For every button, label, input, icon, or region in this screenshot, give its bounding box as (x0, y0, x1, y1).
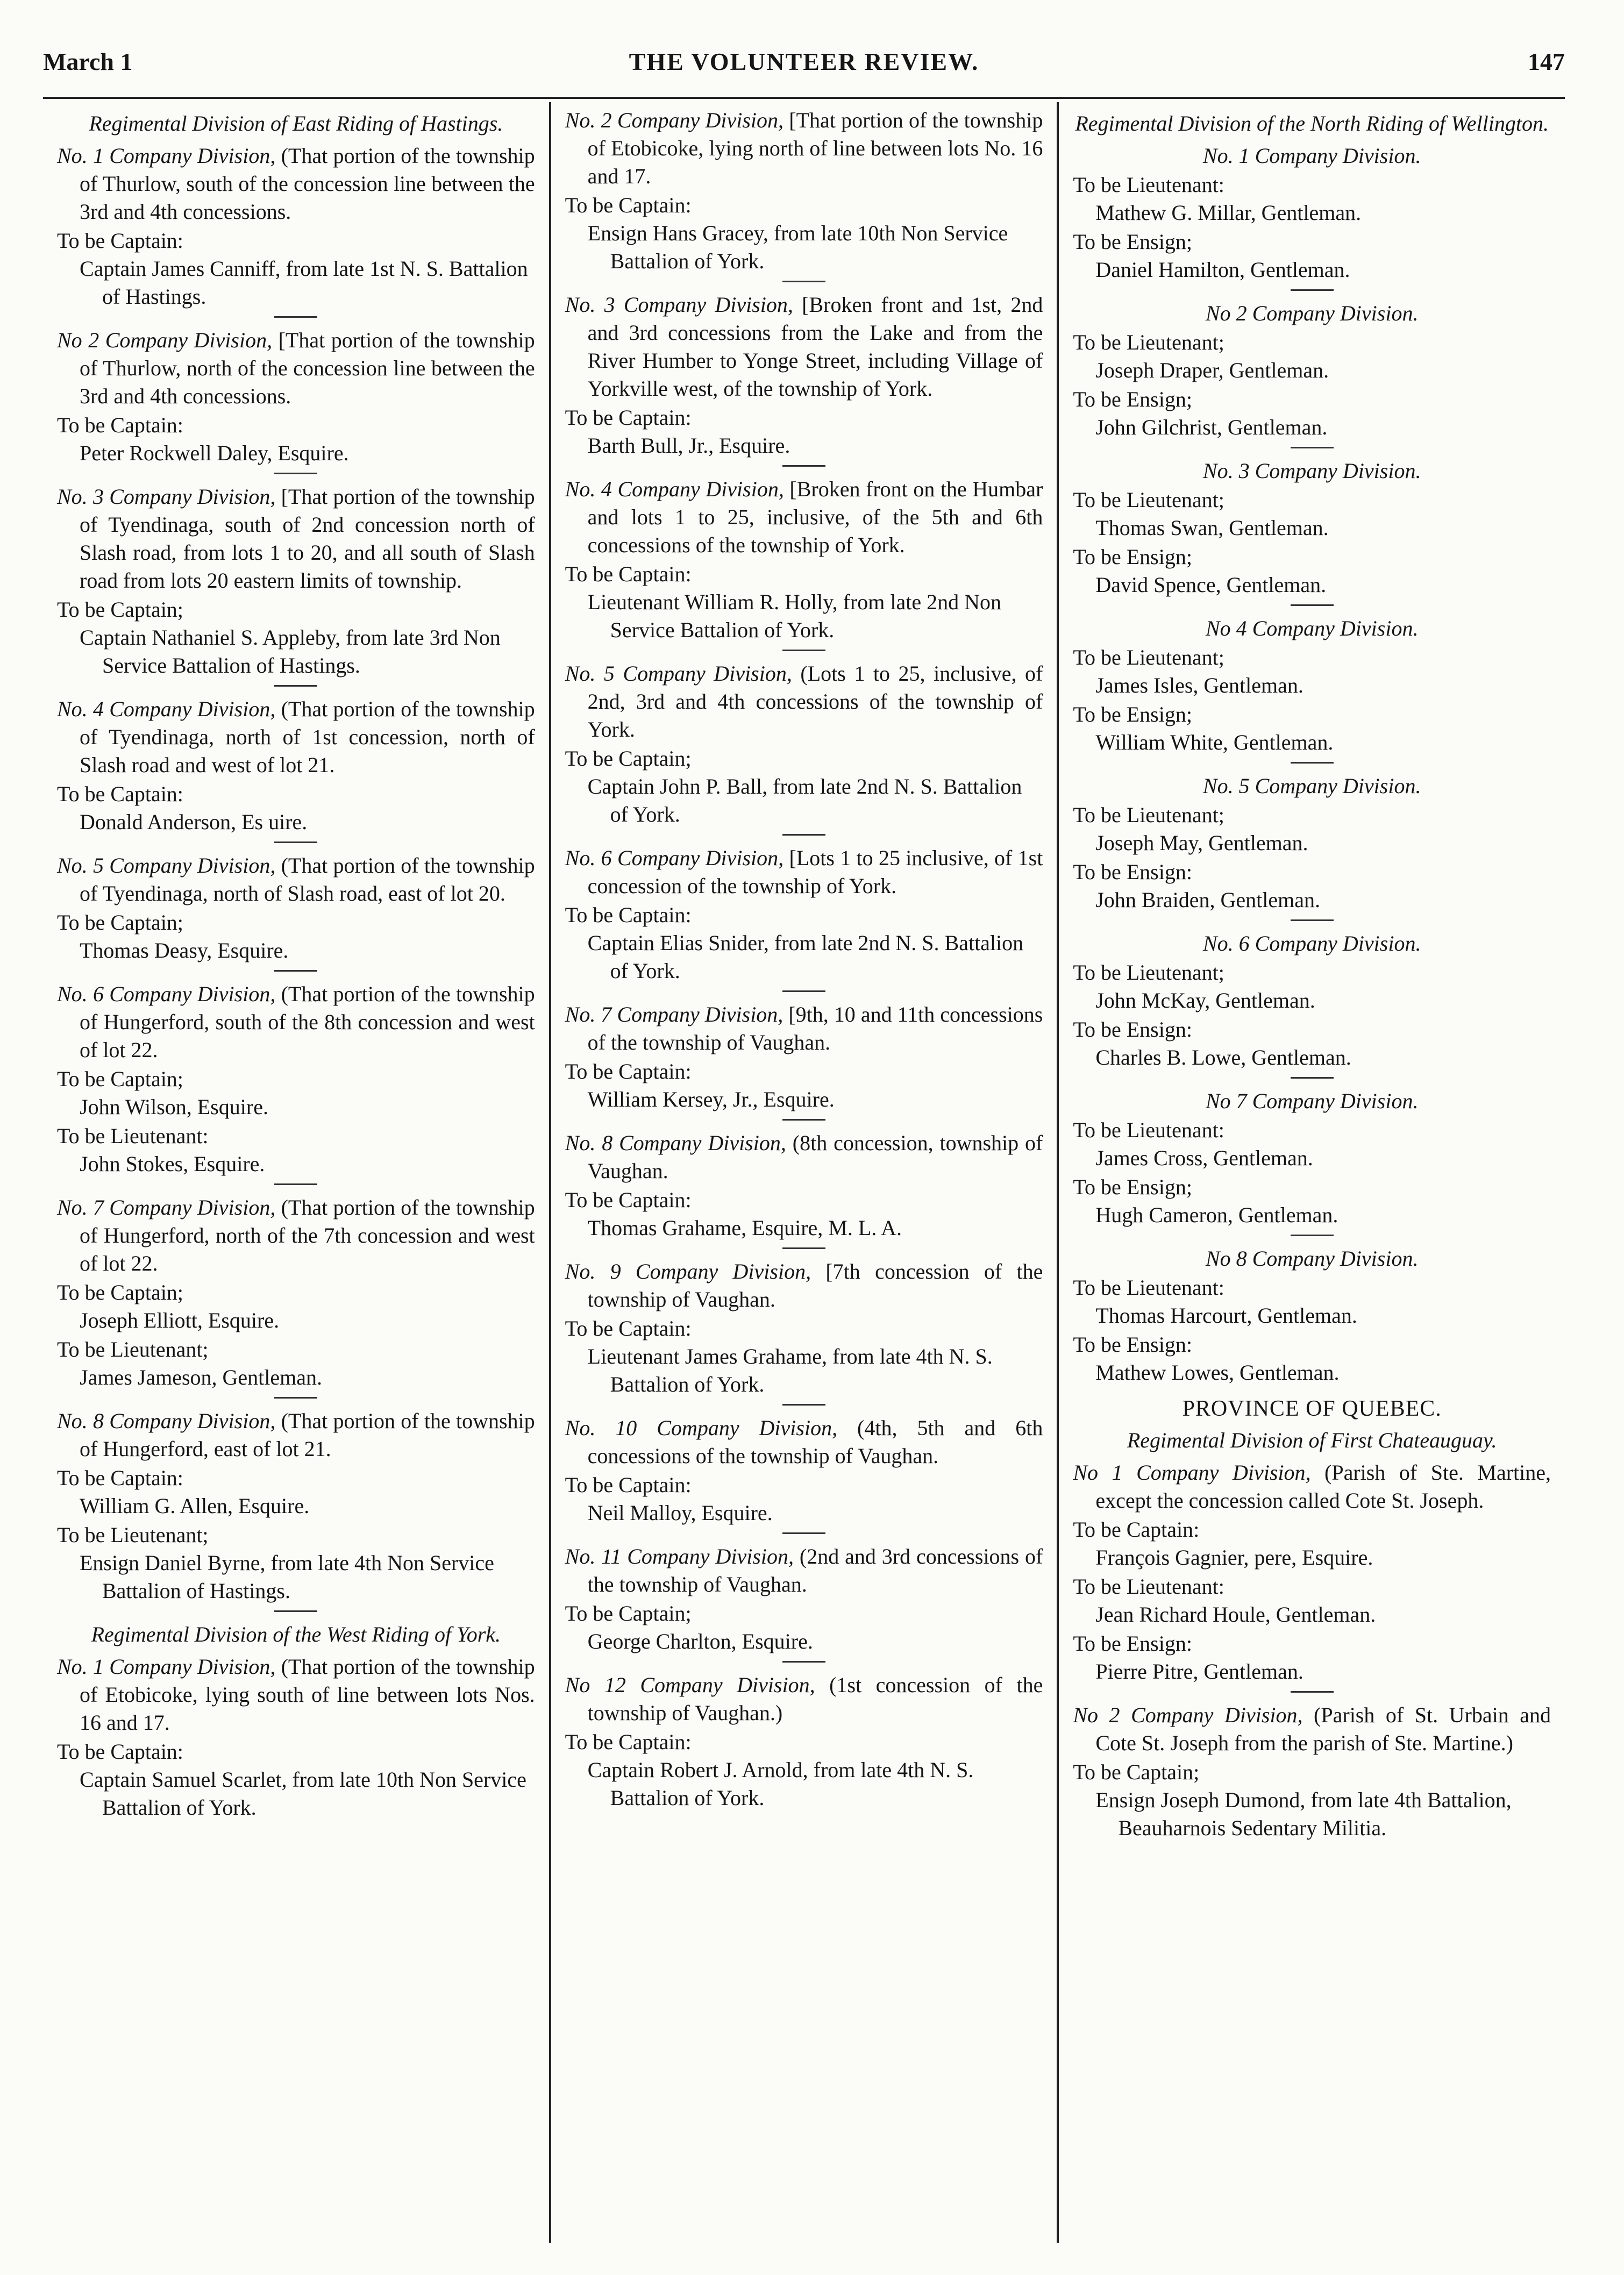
appointment-role: To be Ensign; (1073, 387, 1192, 411)
appointee: James Cross, Gentleman. (1095, 1146, 1313, 1170)
separator-rule (1291, 1691, 1334, 1693)
separator-rule (782, 1404, 825, 1406)
company-division (1073, 1701, 1551, 1757)
division-description: (That portion of the township of Tyendinaga, north of 1st concession, north of Slash road and west of lot 21. (80, 697, 535, 777)
appointment-role: To be Lieutenant: (1073, 173, 1224, 197)
separator-rule (782, 1532, 825, 1534)
appointee: Thomas Deasy, Esquire. (80, 938, 289, 962)
division-label: No. 4 Company Division, (57, 697, 276, 721)
appointment-role: To be Ensign: (1073, 1631, 1192, 1656)
appointment-role: To be Captain: (565, 1059, 692, 1083)
running-head (43, 47, 1565, 90)
company-division (57, 1194, 535, 1278)
issue-date: March 1 (43, 48, 133, 75)
division-label: No 2 Company Division, (1073, 1703, 1303, 1727)
separator-rule (274, 1397, 317, 1399)
column-1 (43, 102, 549, 2243)
company-division (565, 1129, 1043, 1185)
separator-rule (274, 316, 317, 318)
company-division (565, 844, 1043, 900)
appointment-role: To be Lieutenant; (1073, 960, 1224, 985)
appointment-role: To be Captain: (565, 562, 692, 586)
appointment-role: To be Captain: (565, 1730, 692, 1754)
appointee: Ensign Hans Gracey, from late 10th Non Service Battalion of York. (587, 221, 1008, 273)
separator-rule (1291, 1077, 1334, 1079)
appointee: James Isles, Gentleman. (1095, 673, 1304, 697)
separator-rule (274, 1610, 317, 1612)
company-division (57, 695, 535, 779)
company-division-heading: No. 3 Company Division. (1202, 459, 1421, 483)
division-label: No. 6 Company Division, (565, 846, 784, 870)
appointment-role: To be Ensign: (1073, 860, 1192, 884)
separator-rule (274, 1183, 317, 1185)
appointment-role: To be Lieutenant; (57, 1337, 209, 1361)
company-division (1073, 1459, 1551, 1515)
appointee: Thomas Harcourt, Gentleman. (1095, 1303, 1357, 1328)
appointee: Thomas Swan, Gentleman. (1095, 516, 1329, 540)
separator-rule (1291, 919, 1334, 921)
division-description: (Lots 1 to 25, inclusive, of 2nd, 3rd and 4th concessions of the township of York. (587, 661, 1043, 741)
company-division (565, 1543, 1043, 1599)
division-label: No. 7 Company Division, (57, 1195, 276, 1219)
company-division-heading: No 2 Company Division. (1205, 301, 1419, 325)
appointment-role: To be Captain; (57, 597, 183, 622)
company-division-heading: No 8 Company Division. (1205, 1246, 1419, 1271)
publication-title: THE VOLUNTEER REVIEW. (629, 48, 979, 75)
appointee: Captain John P. Ball, from late 2nd N. S. Battalion of York. (587, 774, 1022, 826)
separator-rule (274, 970, 317, 972)
appointee: Joseph May, Gentleman. (1095, 831, 1308, 855)
text-columns (43, 102, 1565, 2243)
division-description: (Parish of Ste. Martine, except the concession called Cote St. Joseph. (1095, 1460, 1551, 1513)
appointee: Lieutenant William R. Holly, from late 2nd Non Service Battalion of York. (587, 590, 1002, 642)
appointee: Pierre Pitre, Gentleman. (1095, 1659, 1304, 1684)
header-rule (43, 97, 1565, 99)
company-division (565, 291, 1043, 403)
appointment-role: To be Lieutenant; (1073, 803, 1224, 827)
appointee: Barth Bull, Jr., Esquire. (587, 433, 790, 458)
company-division (57, 852, 535, 908)
division-description: [9th, 10 and 11th concessions of the township of Vaughan. (587, 1002, 1043, 1054)
appointment-role: To be Lieutenant; (1073, 645, 1224, 669)
appointee: Charles B. Lowe, Gentleman. (1095, 1045, 1351, 1069)
separator-rule (782, 281, 825, 282)
separator-rule (782, 1247, 825, 1249)
separator-rule (782, 990, 825, 992)
division-description: (Parish of St. Urbain and Cote St. Joseph from the parish of Ste. Martine.) (1095, 1703, 1551, 1755)
division-label: No 2 Company Division, (57, 328, 273, 352)
appointee: Joseph Draper, Gentleman. (1095, 358, 1329, 382)
appointment-role: To be Captain: (565, 405, 692, 430)
appointee: John Gilchrist, Gentleman. (1095, 415, 1328, 439)
appointment-role: To be Captain: (565, 1188, 692, 1212)
division-description: [Lots 1 to 25 inclusive, of 1st concession of the township of York. (587, 846, 1043, 898)
appointee: Captain James Canniff, from late 1st N. S. Battalion of Hastings. (80, 256, 528, 309)
regimental-division-heading: Regimental Division of the North Riding of Wellington. (1075, 111, 1549, 135)
appointment-role: To be Captain; (1073, 1760, 1200, 1784)
division-label: No. 11 Company Division, (565, 1544, 794, 1568)
division-description: (That portion of the township of Hungerford, south of the 8th concession and west of lot 22. (80, 982, 535, 1062)
appointee: William Kersey, Jr., Esquire. (587, 1087, 835, 1111)
company-division (565, 1258, 1043, 1314)
division-label: No. 9 Company Division, (565, 1259, 811, 1283)
appointment-role: To be Lieutenant; (1073, 330, 1224, 354)
division-label: No. 2 Company Division, (565, 108, 783, 132)
regimental-division-heading: Regimental Division of First Chateauguay. (1127, 1428, 1497, 1452)
company-division (565, 1414, 1043, 1470)
appointee: Captain Nathaniel S. Appleby, from late 3rd Non Service Battalion of Hastings. (80, 625, 501, 677)
appointment-role: To be Captain: (565, 1316, 692, 1340)
company-division (565, 660, 1043, 744)
division-label: No. 6 Company Division, (57, 982, 276, 1006)
appointee: William G. Allen, Esquire. (80, 1494, 310, 1518)
appointment-role: To be Captain; (57, 910, 183, 935)
separator-rule (1291, 762, 1334, 764)
division-description: (1st concession of the township of Vaughan.) (587, 1673, 1043, 1725)
appointment-role: To be Lieutenant; (57, 1523, 209, 1547)
division-label: No. 5 Company Division, (565, 661, 792, 686)
appointment-role: To be Lieutenant; (1073, 488, 1224, 512)
division-label: No 1 Company Division, (1073, 1460, 1311, 1485)
separator-rule (1291, 289, 1334, 291)
division-description: (That portion of the township of Hungerford, east of lot 21. (80, 1409, 535, 1461)
company-division (565, 1671, 1043, 1727)
division-description: (That portion of the township of Thurlow, south of the concession line between the 3rd and 4th concessions. (80, 144, 535, 224)
division-label: No. 1 Company Division, (57, 1654, 276, 1679)
separator-rule (782, 834, 825, 836)
division-label: No. 7 Company Division, (565, 1002, 783, 1026)
appointment-role: To be Ensign; (1073, 545, 1192, 569)
separator-rule (1291, 1235, 1334, 1236)
company-division (57, 326, 535, 410)
appointment-role: To be Captain: (57, 229, 183, 253)
appointee: Captain Robert J. Arnold, from late 4th N. S. Battalion of York. (587, 1758, 974, 1810)
appointment-role: To be Captain; (57, 1280, 183, 1304)
company-division-heading: No 4 Company Division. (1205, 616, 1419, 640)
appointee: Ensign Joseph Dumond, from late 4th Battalion, Beauharnois Sedentary Militia. (1095, 1788, 1512, 1840)
appointee: Donald Anderson, Es uire. (80, 810, 308, 834)
division-label: No 12 Company Division, (565, 1673, 815, 1697)
company-division (57, 1407, 535, 1463)
separator-rule (1291, 447, 1334, 448)
appointee: John McKay, Gentleman. (1095, 988, 1315, 1012)
division-description: (That portion of the township of Tyendinaga, north of Slash road, east of lot 20. (80, 853, 535, 905)
appointment-role: To be Captain; (565, 1601, 692, 1625)
appointee: John Stokes, Esquire. (80, 1152, 265, 1176)
separator-rule (782, 650, 825, 651)
appointment-role: To be Captain: (57, 1466, 183, 1490)
division-label: No. 5 Company Division, (57, 853, 276, 878)
division-description: [That portion of the township of Etobicoke, lying north of line between lots No. 16 and 17. (587, 108, 1043, 188)
division-label: No. 8 Company Division, (565, 1131, 786, 1155)
page-number: 147 (1528, 48, 1565, 75)
division-description: (8th concession, township of Vaughan. (587, 1131, 1043, 1183)
company-division (57, 483, 535, 595)
appointment-role: To be Ensign: (1073, 1017, 1192, 1042)
division-description: (2nd and 3rd concessions of the township of Vaughan. (587, 1544, 1043, 1596)
appointment-role: To be Ensign: (1073, 1332, 1192, 1357)
division-label: No. 4 Company Division, (565, 477, 784, 501)
separator-rule (274, 841, 317, 843)
appointment-role: To be Captain: (565, 1473, 692, 1497)
appointee: Captain Samuel Scarlet, from late 10th Non Service Battalion of York. (80, 1767, 526, 1820)
appointee: Daniel Hamilton, Gentleman. (1095, 258, 1350, 282)
appointee: Ensign Daniel Byrne, from late 4th Non Service Battalion of Hastings. (80, 1551, 494, 1603)
separator-rule (274, 473, 317, 474)
column-3 (1057, 102, 1565, 2243)
appointee: Mathew G. Millar, Gentleman. (1095, 201, 1362, 225)
appointee: John Wilson, Esquire. (80, 1095, 268, 1119)
appointee: Joseph Elliott, Esquire. (80, 1308, 280, 1332)
regimental-division-heading: Regimental Division of East Riding of Hastings. (89, 111, 503, 135)
company-division-heading: No. 5 Company Division. (1202, 774, 1421, 798)
appointment-role: To be Captain: (57, 1739, 183, 1764)
regimental-division-heading: Regimental Division of the West Riding of York. (91, 1622, 501, 1646)
division-label: No. 3 Company Division, (57, 484, 276, 509)
appointment-role: To be Captain: (565, 903, 692, 927)
division-description: (That portion of the township of Hungerford, north of the 7th concession and west of lot 22. (80, 1195, 535, 1275)
division-description: [That portion of the township of Thurlow, north of the concession line between the 3rd and 4th concessions. (80, 328, 535, 408)
separator-rule (1291, 604, 1334, 606)
division-description: [7th concession of the township of Vaughan. (587, 1259, 1043, 1311)
division-description: [That portion of the township of Tyendinaga, south of 2nd concession north of Slash road, from lots 1 to 20, and all south of Slash road from lots 20 eastern limits of township. (80, 484, 535, 593)
appointment-role: To be Captain; (565, 746, 692, 771)
division-label: No. 1 Company Division, (57, 144, 276, 168)
separator-rule (782, 1119, 825, 1121)
appointment-role: To be Captain: (57, 782, 183, 806)
appointee: Captain Elias Snider, from late 2nd N. S. Battalion of York. (587, 931, 1024, 983)
division-description: [Broken front and 1st, 2nd and 3rd concessions from the Lake and from the River Humber to Yonge Street, including Village of Yorkville west, of the township of York. (587, 293, 1043, 401)
appointment-role: To be Captain: (565, 193, 692, 217)
appointee: Hugh Cameron, Gentleman. (1095, 1203, 1338, 1227)
separator-rule (782, 465, 825, 467)
separator-rule (274, 685, 317, 687)
column-2 (549, 102, 1057, 2243)
appointee: Neil Malloy, Esquire. (587, 1501, 773, 1525)
appointee: Lieutenant James Grahame, from late 4th N. S. Battalion of York. (587, 1344, 993, 1396)
company-division-heading: No. 1 Company Division. (1202, 144, 1421, 168)
appointment-role: To be Ensign; (1073, 1175, 1192, 1199)
division-label: No. 3 Company Division, (565, 293, 793, 317)
appointee: Peter Rockwell Daley, Esquire. (80, 441, 349, 465)
appointee: François Gagnier, pere, Esquire. (1095, 1545, 1373, 1570)
appointee: David Spence, Gentleman. (1095, 573, 1327, 597)
company-division (565, 106, 1043, 190)
appointee: Mathew Lowes, Gentleman. (1095, 1360, 1340, 1385)
company-division (57, 142, 535, 226)
appointment-role: To be Lieutenant: (1073, 1118, 1224, 1142)
division-description: (4th, 5th and 6th concessions of the township of Vaughan. (587, 1416, 1043, 1468)
appointee: John Braiden, Gentleman. (1095, 888, 1321, 912)
company-division-heading: No. 6 Company Division. (1202, 931, 1421, 955)
appointee: William White, Gentleman. (1095, 730, 1334, 754)
appointment-role: To be Lieutenant: (57, 1124, 209, 1148)
company-division (565, 475, 1043, 559)
appointee: James Jameson, Gentleman. (80, 1365, 322, 1389)
division-description: [Broken front on the Humbar and lots 1 to 25, inclusive, of the 5th and 6th concessions of the township of York. (587, 477, 1043, 557)
division-label: No. 8 Company Division, (57, 1409, 276, 1433)
company-division (565, 1001, 1043, 1057)
company-division (57, 1653, 535, 1737)
appointee: Jean Richard Houle, Gentleman. (1095, 1602, 1376, 1627)
appointee: Thomas Grahame, Esquire, M. L. A. (587, 1216, 902, 1240)
appointment-role: To be Captain; (57, 1067, 183, 1091)
division-label: No. 10 Company Division, (565, 1416, 838, 1440)
appointment-role: To be Ensign; (1073, 702, 1192, 726)
appointment-role: To be Lieutenant: (1073, 1275, 1224, 1300)
company-division-heading: No 7 Company Division. (1205, 1089, 1419, 1113)
division-description: (That portion of the township of Etobicoke, lying south of line between lots Nos. 16 and 17. (80, 1654, 535, 1735)
appointee: George Charlton, Esquire. (587, 1629, 813, 1653)
province-heading: PROVINCE OF QUEBEC. (1182, 1396, 1442, 1421)
appointment-role: To be Lieutenant: (1073, 1574, 1224, 1599)
appointment-role: To be Captain: (1073, 1517, 1200, 1542)
appointment-role: To be Ensign; (1073, 230, 1192, 254)
company-division (57, 980, 535, 1064)
separator-rule (782, 1661, 825, 1663)
appointment-role: To be Captain: (57, 413, 183, 437)
